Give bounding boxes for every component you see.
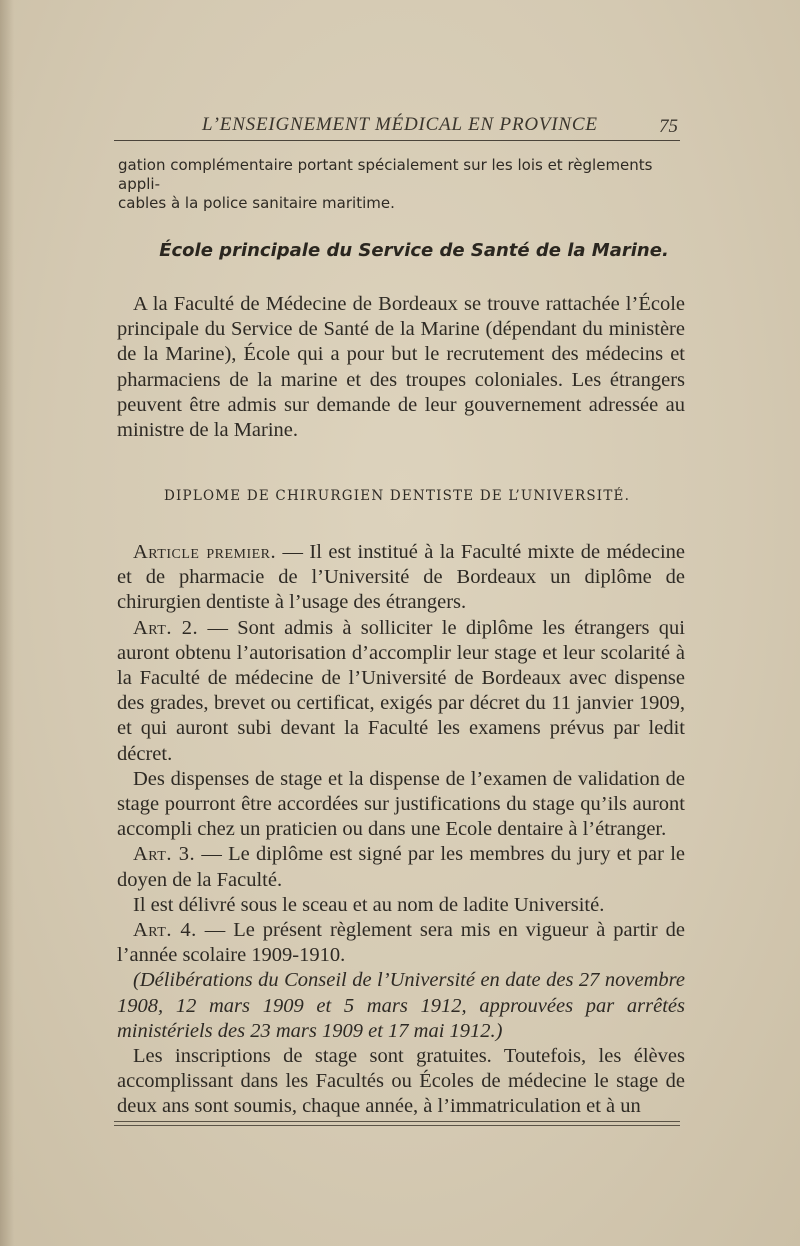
article-3-text: — Le diplôme est signé par les membres du jury et par le doyen de la Faculté. <box>117 843 686 891</box>
articles-block <box>117 540 685 1120</box>
continuation-line-1: gation complémentaire portant spécialement sur les lois et règlements appli- <box>118 156 653 193</box>
article-1 <box>117 540 685 616</box>
intro-paragraph-block <box>117 292 685 443</box>
article-4 <box>117 918 685 968</box>
footer-rule-top <box>114 1121 680 1122</box>
page-header <box>114 112 680 142</box>
article-4-label: Art. 4. <box>133 919 197 942</box>
header-rule <box>114 140 680 141</box>
deliberations-paragraph: (Délibérations du Conseil de l’Université en date des 27 novembre 1908, 12 mars 1909 et 5 mars 1912, approuvées par arrêtés ministériels des 23 mars 1909 et 17 mai 1912.) <box>117 969 685 1042</box>
footer-rule-bottom <box>114 1125 680 1126</box>
article-2-label: Art. 2. <box>133 616 199 639</box>
article-4-text: — Le présent règlement sera mis en vigueur à partir de l’année scolaire 1909-1910. <box>117 919 685 967</box>
seal-paragraph: Il est délivré sous le sceau et au nom de ladite Université. <box>133 893 605 916</box>
article-1-text: — Il est institué à la Faculté mixte de médecine et de pharmacie de l’Université de Bordeaux un diplôme de chirurgien dentiste à l’usage des étrangers. <box>117 541 685 614</box>
page-number: 75 <box>659 116 678 137</box>
continuation-text <box>118 156 684 213</box>
section-title: École principale du Service de Santé de la Marine. <box>159 240 669 261</box>
intro-paragraph: A la Faculté de Médecine de Bordeaux se trouve rattachée l’École principale du Service de Santé de la Marine (dépendant du ministère de la Marine), École qui a pour but le recrutement des médecins et pharmaciens de la marine et des troupes coloniales. Les étrangers peuvent être admis sur demande de leur gouvernement adressée au ministre de la Marine. <box>117 293 685 442</box>
article-2-text: — Sont admis à solliciter le diplôme les étrangers qui auront obtenu l’autorisation d’accomplir leur stage et leur scolarité à la Faculté de médecine de l’Université de Bordeaux avec dispense des grades, brevet ou certificat, exigés par décret du 11 janvier 1909, et qui auront subi devant la Faculté les examens prévus par ledit décret. <box>117 616 686 765</box>
continuation-line-2: cables à la police sanitaire maritime. <box>118 194 395 212</box>
diploma-subheading: DIPLOME DE CHIRURGIEN DENTISTE DE L’UNIVERSITÉ. <box>164 488 631 504</box>
page-edge-shadow <box>0 0 14 1246</box>
dispense-paragraph: Des dispenses de stage et la dispense de l’examen de validation de stage pourront être accordées sur justifications du stage qu’ils auront accompli chez un praticien ou dans une Ecole dentaire à l’étranger. <box>117 767 685 841</box>
article-3 <box>117 842 685 892</box>
article-1-label: Article premier. <box>133 541 277 563</box>
article-3-label: Art. 3. <box>133 843 196 866</box>
closing-paragraph: Les inscriptions de stage sont gratuites. Toutefois, les élèves accomplissant dans les Facultés ou Écoles de médecine le stage de deux ans sont soumis, chaque année, à l’immatriculation et à un <box>117 1045 685 1118</box>
article-2 <box>117 616 685 767</box>
running-head: L’ENSEIGNEMENT MÉDICAL EN PROVINCE <box>202 114 598 135</box>
